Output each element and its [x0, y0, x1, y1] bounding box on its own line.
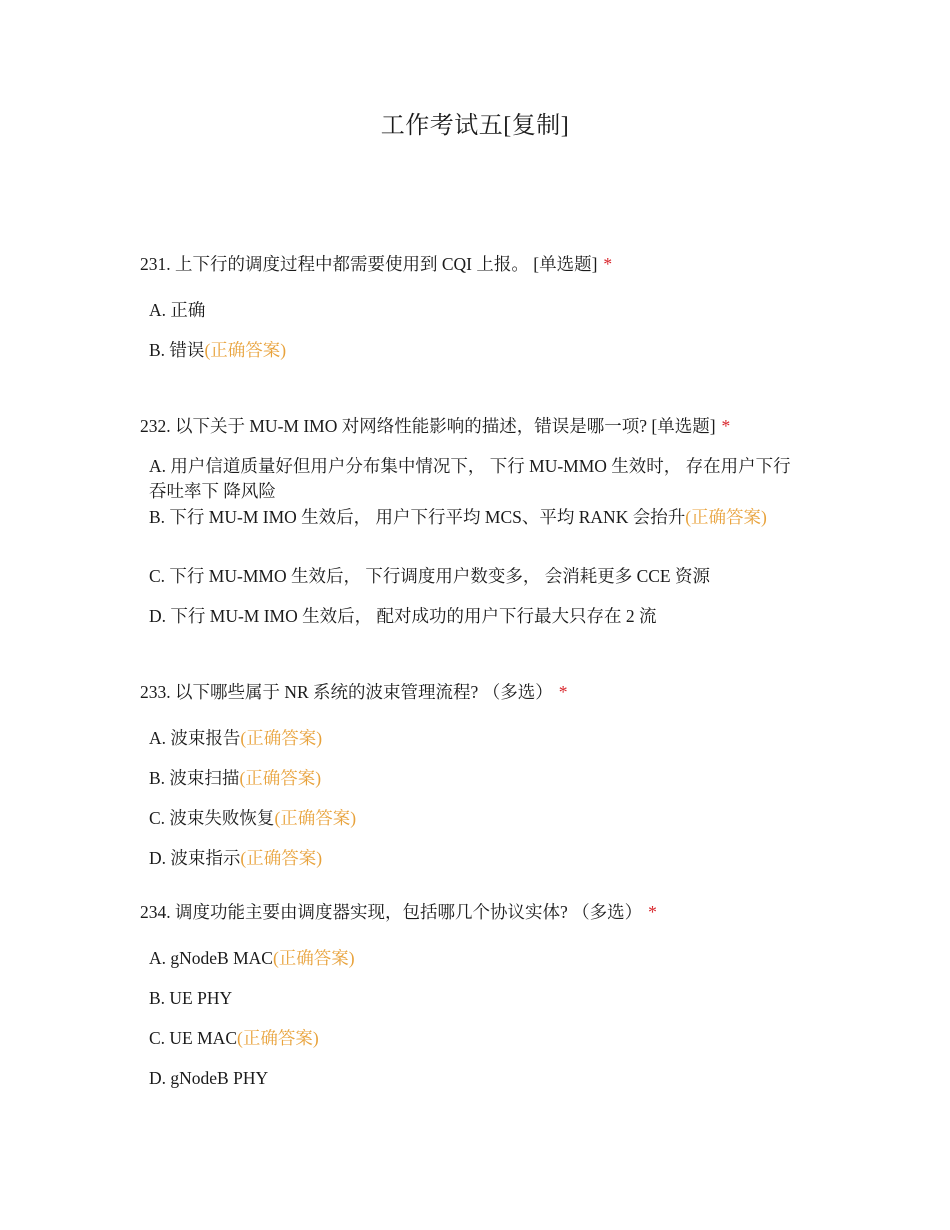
question-232 — [140, 414, 820, 626]
question-text: 234. 调度功能主要由调度器实现，包括哪几个协议实体? （多选） * — [140, 902, 657, 922]
correct-answer-tag: (正确答案) — [240, 848, 323, 868]
question-text: 232. 以下关于 MU-M IMO 对网络性能影响的描述，错误是哪一项? [单选题] * — [140, 416, 731, 436]
option-b[interactable]: B. 错误(正确答案) — [149, 340, 287, 360]
correct-answer-tag: (正确答案) — [685, 507, 767, 527]
correct-answer-tag: (正确答案) — [204, 340, 287, 360]
option-a[interactable]: A. gNodeB MAC(正确答案) — [149, 948, 355, 968]
required-asterisk: * — [558, 682, 568, 702]
option-c[interactable]: C. 波束失败恢复(正确答案) — [149, 808, 357, 828]
option-a[interactable]: A. 波束报告(正确答案) — [149, 728, 323, 748]
option-b[interactable]: B. 下行 MU-M IMO 生效后， 用户下行平均 MCS、平均 RANK 会抬升(正确答案) — [149, 507, 767, 527]
question-text: 231. 上下行的调度过程中都需要使用到 CQI 上报。 [单选题] * — [140, 254, 613, 274]
option-d[interactable]: D. 波束指示(正确答案) — [149, 848, 323, 868]
correct-answer-tag: (正确答案) — [274, 808, 357, 828]
option-d[interactable]: D. 下行 MU-M IMO 生效后， 配对成功的用户下行最大只存在 2 流 — [149, 606, 657, 626]
option-c[interactable]: C. 下行 MU-MMO 生效后， 下行调度用户数变多， 会消耗更多 CCE 资源 — [149, 566, 710, 586]
option-b[interactable]: B. UE PHY — [149, 988, 233, 1008]
required-asterisk: * — [721, 416, 731, 436]
question-231 — [140, 252, 820, 360]
question-234 — [140, 900, 820, 1088]
page-title: 工作考试五[复制] — [380, 113, 570, 139]
option-d[interactable]: D. gNodeB PHY — [149, 1068, 269, 1088]
correct-answer-tag: (正确答案) — [240, 728, 323, 748]
correct-answer-tag: (正确答案) — [272, 948, 355, 968]
option-a[interactable]: A. 用户信道质量好但用户分布集中情况下， 下行 MU-MMO 生效时， 存在用户下行吞吐率下 降风险 — [149, 456, 791, 501]
option-a[interactable]: A. 正确 — [149, 300, 206, 320]
correct-answer-tag: (正确答案) — [239, 768, 322, 788]
option-c[interactable]: C. UE MAC(正确答案) — [149, 1028, 319, 1048]
question-233 — [140, 680, 820, 868]
option-b[interactable]: B. 波束扫描(正确答案) — [149, 768, 322, 788]
required-asterisk: * — [648, 902, 657, 922]
question-text: 233. 以下哪些属于 NR 系统的波束管理流程? （多选） * — [140, 682, 568, 702]
correct-answer-tag: (正确答案) — [237, 1028, 319, 1048]
required-asterisk: * — [603, 254, 613, 274]
